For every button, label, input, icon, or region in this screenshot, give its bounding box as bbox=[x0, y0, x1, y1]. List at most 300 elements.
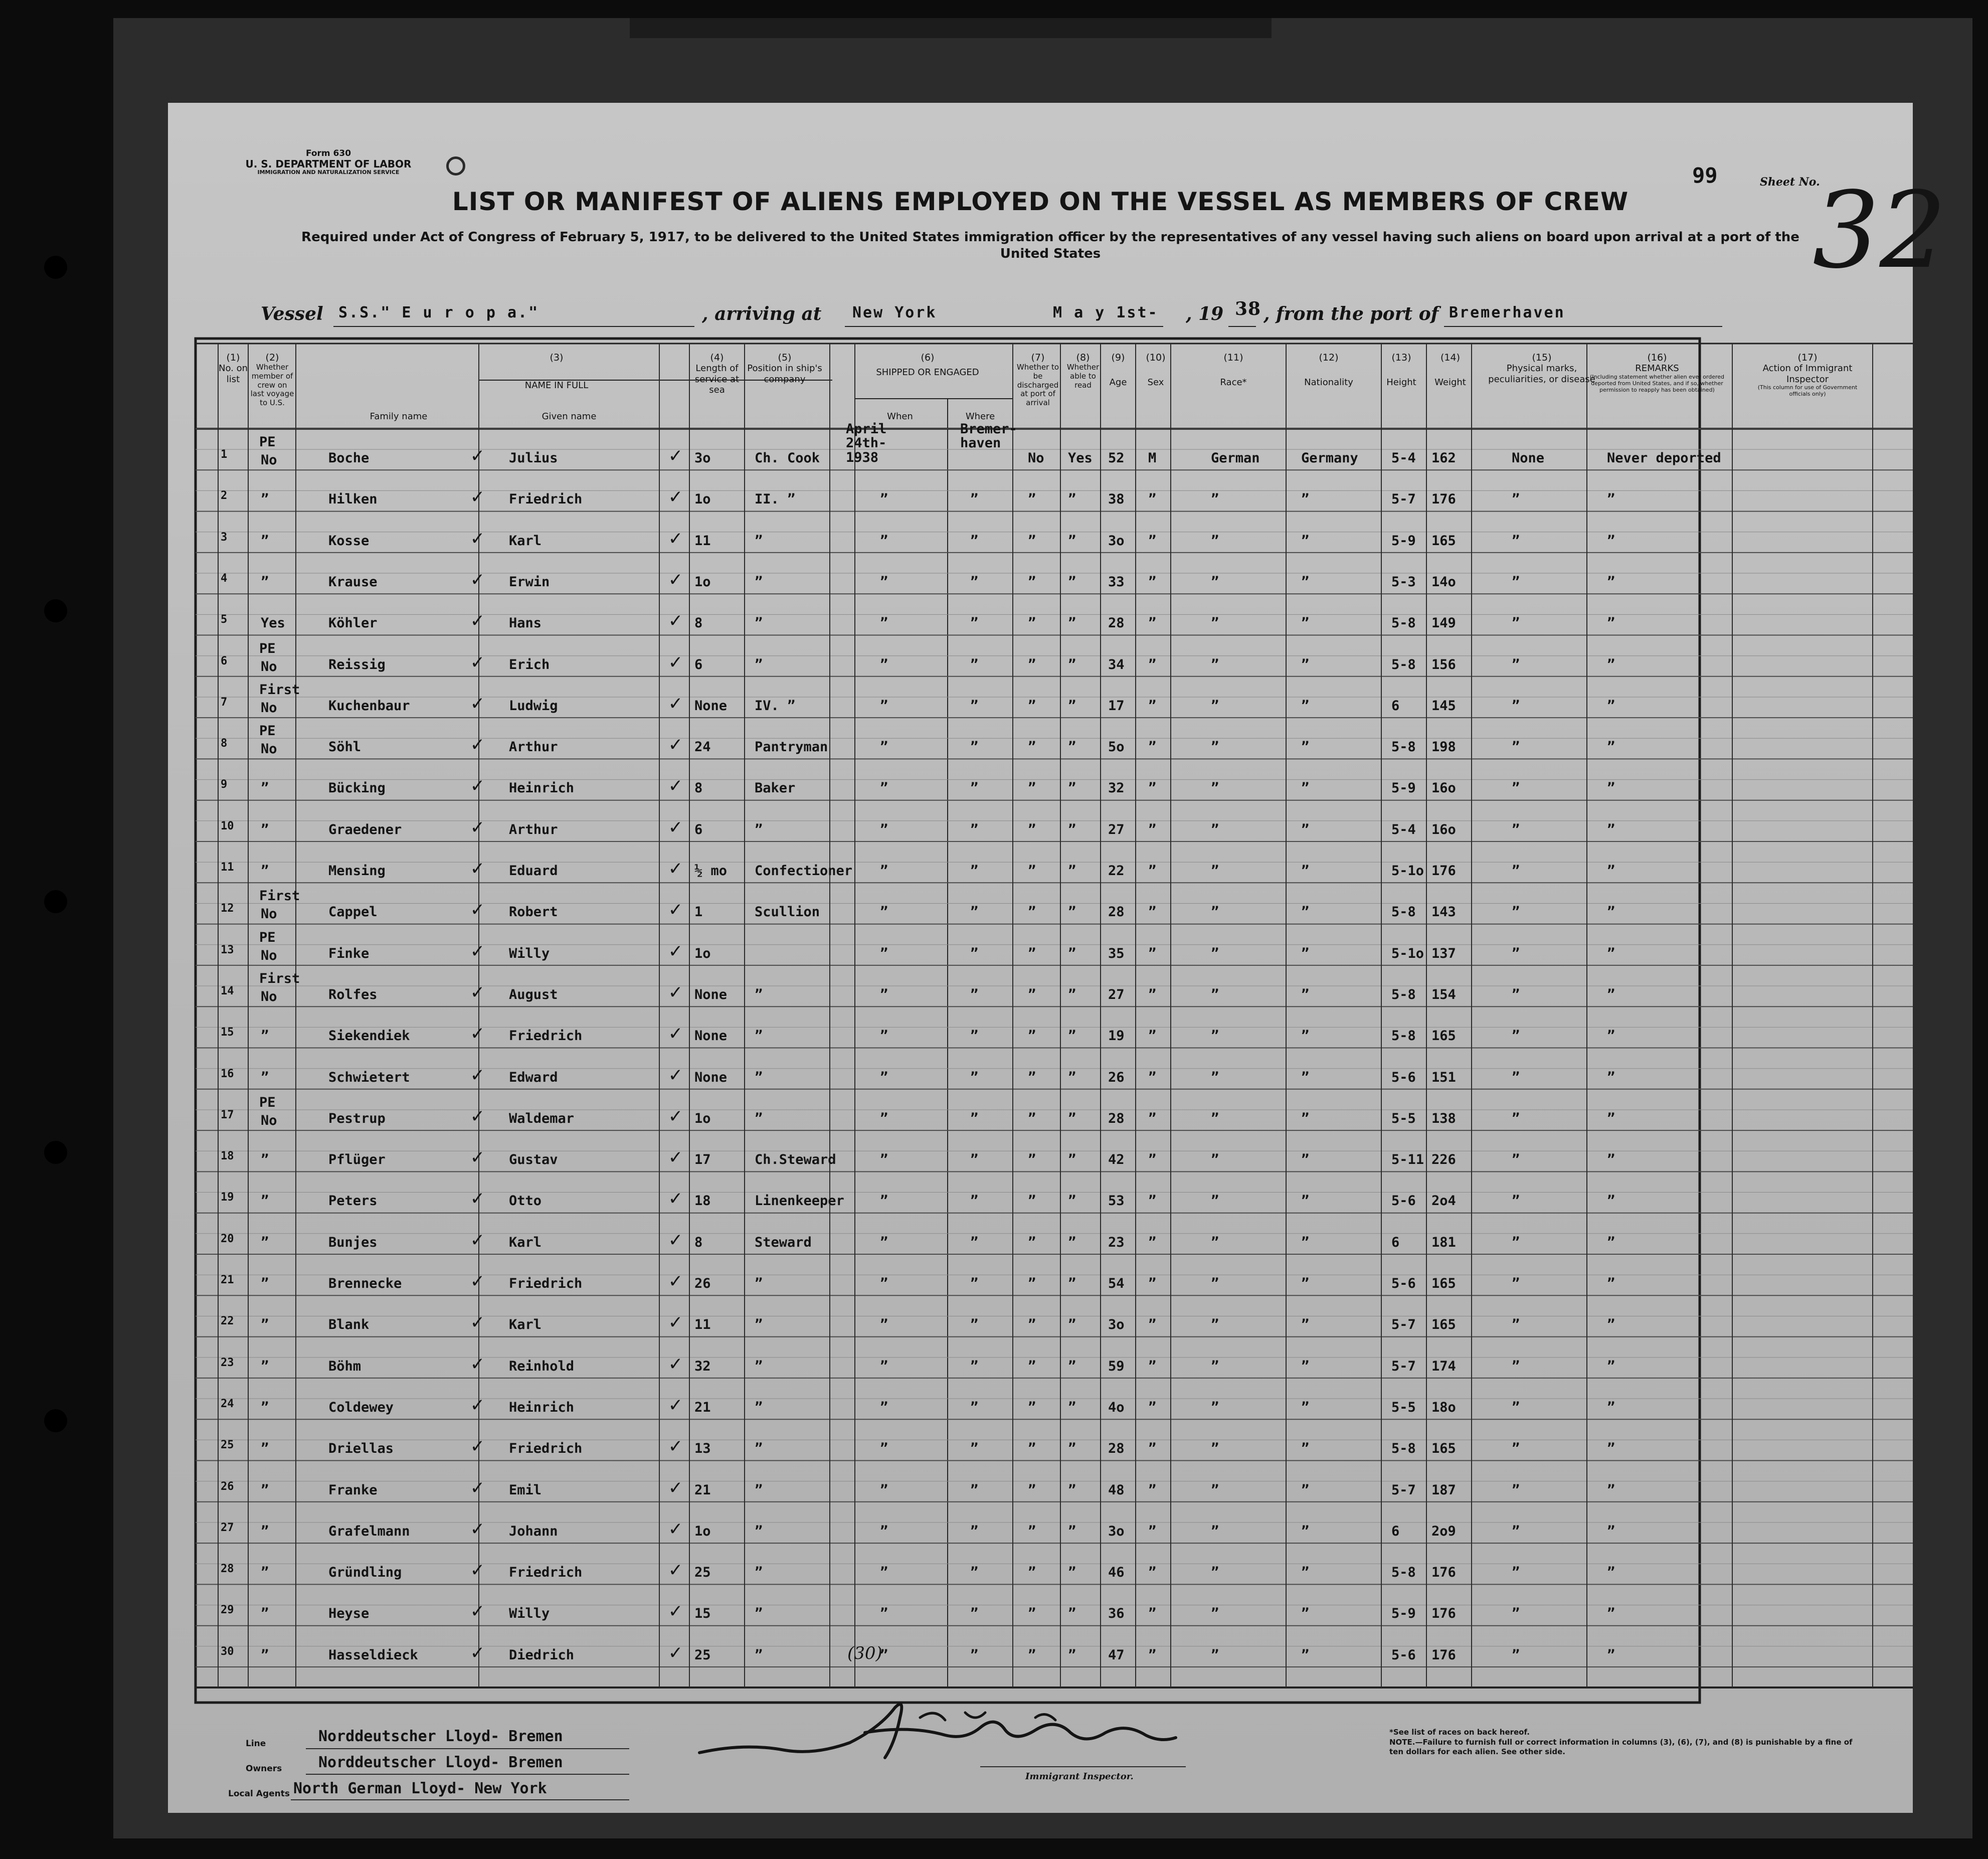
service-check-icon: ✓ bbox=[669, 444, 682, 467]
discharged: ” bbox=[1028, 1317, 1036, 1333]
given-check-icon: ✓ bbox=[471, 815, 484, 838]
age: 3o bbox=[1108, 533, 1125, 549]
given-name: Otto bbox=[509, 1193, 542, 1209]
crew-last-voyage: ” bbox=[261, 1647, 269, 1663]
able-to-read: ” bbox=[1068, 1482, 1076, 1498]
race: ” bbox=[1211, 780, 1219, 796]
header-sex: (10) Sex bbox=[1146, 352, 1166, 388]
physical-marks: ” bbox=[1512, 1028, 1520, 1044]
header-discharged: (7) Whether to be discharged at port of arrival bbox=[1016, 352, 1059, 408]
crew-last-voyage: ” bbox=[261, 1028, 269, 1044]
shipped-where: ” bbox=[970, 1152, 979, 1168]
given-name: Willy bbox=[509, 945, 550, 961]
sex: ” bbox=[1148, 1523, 1157, 1539]
weight: 165 bbox=[1431, 1317, 1456, 1333]
discharged: ” bbox=[1028, 1110, 1036, 1126]
family-name: Böhm bbox=[328, 1358, 362, 1374]
sex: ” bbox=[1148, 1276, 1157, 1291]
length-of-service: 17 bbox=[694, 1152, 711, 1168]
remarks: ” bbox=[1607, 1441, 1615, 1457]
arriving-label: , arriving at bbox=[702, 303, 822, 324]
service-check-icon: ✓ bbox=[669, 567, 682, 591]
discharged: ” bbox=[1028, 739, 1036, 755]
able-to-read: ” bbox=[1068, 491, 1076, 508]
physical-marks: ” bbox=[1512, 1399, 1520, 1415]
shipped-where: ” bbox=[970, 1606, 979, 1622]
service-check-icon: ✓ bbox=[669, 980, 682, 1003]
height: 5-9 bbox=[1391, 533, 1416, 549]
weight: 154 bbox=[1431, 986, 1456, 1002]
height: 5-1o bbox=[1391, 863, 1424, 879]
shipped-where: ” bbox=[970, 574, 979, 590]
position: Ch. Cook bbox=[755, 450, 820, 466]
race: ” bbox=[1211, 1193, 1219, 1209]
header-when: When bbox=[887, 411, 913, 422]
nationality: ” bbox=[1301, 821, 1310, 837]
given-check-icon: ✓ bbox=[471, 691, 484, 715]
service-check-icon: ✓ bbox=[669, 485, 682, 509]
discharged: ” bbox=[1028, 1482, 1036, 1498]
sex: ” bbox=[1148, 1358, 1157, 1374]
discharged: ” bbox=[1028, 986, 1036, 1002]
nationality: ” bbox=[1301, 1647, 1310, 1663]
height: 6 bbox=[1391, 698, 1400, 714]
shipped-where: ” bbox=[970, 1523, 979, 1539]
nationality: ” bbox=[1301, 491, 1310, 508]
crew-last-voyage: ” bbox=[261, 780, 269, 796]
race: ” bbox=[1211, 986, 1219, 1002]
sex: ” bbox=[1148, 1234, 1157, 1250]
sex: ” bbox=[1148, 1317, 1157, 1333]
physical-marks: ” bbox=[1512, 574, 1520, 590]
position: ” bbox=[755, 1523, 763, 1539]
remarks: ” bbox=[1607, 1276, 1615, 1291]
shipped-where: ” bbox=[970, 1482, 979, 1498]
given-name: Robert bbox=[509, 904, 558, 920]
race: ” bbox=[1211, 821, 1219, 837]
given-name: Johann bbox=[509, 1523, 558, 1539]
able-to-read: ” bbox=[1068, 780, 1076, 796]
physical-marks: ” bbox=[1512, 739, 1520, 755]
weight: 198 bbox=[1431, 739, 1456, 755]
given-check-icon: ✓ bbox=[471, 1187, 484, 1210]
service-check-icon: ✓ bbox=[669, 691, 682, 715]
nationality: ” bbox=[1301, 615, 1310, 631]
position: Ch.Steward bbox=[755, 1152, 836, 1168]
shipped-where: ” bbox=[970, 945, 979, 961]
shipped-when: ” bbox=[880, 1399, 888, 1415]
race: ” bbox=[1211, 1234, 1219, 1250]
service-check-icon: ✓ bbox=[669, 857, 682, 880]
service-check-icon: ✓ bbox=[669, 1228, 682, 1251]
arrival-port: New York bbox=[852, 304, 937, 321]
given-check-icon: ✓ bbox=[471, 1640, 484, 1664]
family-name: Siekendiek bbox=[328, 1028, 410, 1044]
sex: ” bbox=[1148, 698, 1157, 714]
crew-last-voyage: No bbox=[261, 906, 277, 922]
weight: 145 bbox=[1431, 698, 1456, 714]
header-race: (11) Race* bbox=[1220, 352, 1247, 388]
given-name: Heinrich bbox=[509, 1399, 575, 1415]
crew-last-voyage: ” bbox=[261, 1193, 269, 1209]
given-check-icon: ✓ bbox=[471, 444, 484, 467]
shipped-where: ” bbox=[970, 1441, 979, 1457]
physical-marks: None bbox=[1512, 450, 1545, 466]
nationality: Germany bbox=[1301, 450, 1358, 466]
remarks: ” bbox=[1607, 863, 1615, 879]
weight: 181 bbox=[1431, 1234, 1456, 1250]
discharged: ” bbox=[1028, 1523, 1036, 1539]
physical-marks: ” bbox=[1512, 1317, 1520, 1333]
shipped-when: ” bbox=[880, 821, 888, 837]
remarks: ” bbox=[1607, 739, 1615, 755]
position: ” bbox=[755, 1399, 763, 1415]
family-name: Köhler bbox=[328, 615, 378, 631]
shipped-where: ” bbox=[970, 1276, 979, 1291]
weight: 165 bbox=[1431, 1441, 1456, 1457]
service-check-icon: ✓ bbox=[669, 1104, 682, 1127]
header-weight: (14) Weight bbox=[1434, 352, 1466, 388]
position: ” bbox=[755, 656, 763, 672]
remarks: ” bbox=[1607, 574, 1615, 590]
underline-set bbox=[168, 103, 1913, 1813]
height: 5-5 bbox=[1391, 1110, 1416, 1126]
weight: 176 bbox=[1431, 1606, 1456, 1622]
shipped-when: ” bbox=[880, 1193, 888, 1209]
sex: ” bbox=[1148, 945, 1157, 961]
discharged: ” bbox=[1028, 1441, 1036, 1457]
age: 48 bbox=[1108, 1482, 1125, 1498]
remarks: ” bbox=[1607, 1193, 1615, 1209]
crew-last-voyage-top: First bbox=[259, 970, 300, 986]
shipped-when: ” bbox=[880, 1482, 888, 1498]
family-name: Söhl bbox=[328, 739, 362, 755]
remarks: ” bbox=[1607, 1317, 1615, 1333]
crew-last-voyage: ” bbox=[261, 1565, 269, 1581]
service-check-icon: ✓ bbox=[669, 815, 682, 838]
remarks: ” bbox=[1607, 1647, 1615, 1663]
shipped-when: ” bbox=[880, 739, 888, 755]
weight: 165 bbox=[1431, 1276, 1456, 1291]
physical-marks: ” bbox=[1512, 1606, 1520, 1622]
sex: ” bbox=[1148, 1441, 1157, 1457]
crew-last-voyage: No bbox=[261, 658, 277, 674]
crew-last-voyage-top: PE bbox=[259, 640, 276, 656]
shipped-where: ” bbox=[970, 615, 979, 631]
remarks: ” bbox=[1607, 780, 1615, 796]
age: 28 bbox=[1108, 615, 1125, 631]
nationality: ” bbox=[1301, 904, 1310, 920]
race: ” bbox=[1211, 1110, 1219, 1126]
age: 3o bbox=[1108, 1317, 1125, 1333]
discharged: ” bbox=[1028, 1276, 1036, 1291]
year-prefix: , 19 bbox=[1186, 303, 1224, 324]
nationality: ” bbox=[1301, 1152, 1310, 1168]
given-name: Ludwig bbox=[509, 698, 558, 714]
height: 5-7 bbox=[1391, 491, 1416, 508]
arrival-date: M a y 1st- bbox=[1053, 304, 1159, 321]
sex: ” bbox=[1148, 1028, 1157, 1044]
given-check-icon: ✓ bbox=[471, 1269, 484, 1292]
shipped-when: ” bbox=[880, 1276, 888, 1291]
punch-hole bbox=[44, 1409, 67, 1432]
physical-marks: ” bbox=[1512, 1069, 1520, 1085]
shipped-when: ” bbox=[880, 863, 888, 879]
departure-port: Bremerhaven bbox=[1449, 304, 1565, 321]
row-number: 1 bbox=[221, 448, 228, 461]
height: 5-8 bbox=[1391, 739, 1416, 755]
discharged: No bbox=[1028, 450, 1044, 466]
height: 5-6 bbox=[1391, 1276, 1416, 1291]
crew-last-voyage: ” bbox=[261, 1152, 269, 1168]
shipped-when: ” bbox=[880, 656, 888, 672]
shipped-where: ” bbox=[970, 986, 979, 1002]
remarks: ” bbox=[1607, 656, 1615, 672]
shipped-where: ” bbox=[970, 780, 979, 796]
physical-marks: ” bbox=[1512, 821, 1520, 837]
penalty-note: NOTE.—Failure to furnish full or correct information in columns (3), (6), (7), and (8) is punishable by a fine of ten dollars for each alien. See other side. bbox=[1389, 1737, 1853, 1756]
physical-marks: ” bbox=[1512, 986, 1520, 1002]
able-to-read: Yes bbox=[1068, 450, 1093, 466]
sex: ” bbox=[1148, 656, 1157, 672]
nationality: ” bbox=[1301, 533, 1310, 549]
row-number: 4 bbox=[221, 572, 228, 585]
position: ” bbox=[755, 1358, 763, 1374]
height: 6 bbox=[1391, 1234, 1400, 1250]
weight: 165 bbox=[1431, 533, 1456, 549]
family-name: Kosse bbox=[328, 533, 370, 549]
header-family-name: Family name bbox=[370, 411, 428, 422]
service-check-icon: ✓ bbox=[669, 1516, 682, 1540]
age: 54 bbox=[1108, 1276, 1125, 1291]
service-check-icon: ✓ bbox=[669, 1558, 682, 1582]
given-name: Arthur bbox=[509, 739, 558, 755]
given-name: Karl bbox=[509, 1234, 542, 1250]
physical-marks: ” bbox=[1512, 1110, 1520, 1126]
age: 35 bbox=[1108, 945, 1125, 961]
header-crew-last-voyage: (2) Whether member of crew on last voyage to U.S. bbox=[250, 352, 294, 408]
weight: 174 bbox=[1431, 1358, 1456, 1374]
punch-hole bbox=[44, 599, 67, 622]
nationality: ” bbox=[1301, 863, 1310, 879]
crew-last-voyage: No bbox=[261, 700, 277, 716]
header-given-name: Given name bbox=[541, 411, 597, 422]
given-name: Diedrich bbox=[509, 1647, 575, 1663]
age: 17 bbox=[1108, 698, 1125, 714]
service-check-icon: ✓ bbox=[669, 1393, 682, 1416]
position: ” bbox=[755, 821, 763, 837]
row-number: 8 bbox=[221, 737, 228, 750]
height: 5-8 bbox=[1391, 1441, 1416, 1457]
physical-marks: ” bbox=[1512, 863, 1520, 879]
able-to-read: ” bbox=[1068, 904, 1076, 920]
length-of-service: 1o bbox=[694, 1523, 711, 1539]
age: 33 bbox=[1108, 574, 1125, 590]
row-number: 9 bbox=[221, 778, 228, 791]
sex: ” bbox=[1148, 1565, 1157, 1581]
row-number: 21 bbox=[221, 1274, 234, 1286]
length-of-service: 24 bbox=[694, 739, 711, 755]
shipped-when: ” bbox=[880, 1110, 888, 1126]
weight: 16o bbox=[1431, 780, 1456, 796]
row-number: 15 bbox=[221, 1026, 234, 1039]
able-to-read: ” bbox=[1068, 533, 1076, 549]
nationality: ” bbox=[1301, 1317, 1310, 1333]
row-number: 17 bbox=[221, 1108, 234, 1121]
family-name: Cappel bbox=[328, 904, 378, 920]
discharged: ” bbox=[1028, 780, 1036, 796]
physical-marks: ” bbox=[1512, 1234, 1520, 1250]
crew-last-voyage: ” bbox=[261, 821, 269, 837]
age: 28 bbox=[1108, 904, 1125, 920]
row-number: 6 bbox=[221, 654, 228, 667]
sex: ” bbox=[1148, 1069, 1157, 1085]
length-of-service: 11 bbox=[694, 533, 711, 549]
family-name: Krause bbox=[328, 574, 378, 590]
position: ” bbox=[755, 1565, 763, 1581]
nationality: ” bbox=[1301, 1276, 1310, 1291]
row-number: 20 bbox=[221, 1232, 234, 1245]
shipped-when: ” bbox=[880, 698, 888, 714]
able-to-read: ” bbox=[1068, 821, 1076, 837]
height: 5-4 bbox=[1391, 450, 1416, 466]
weight: 138 bbox=[1431, 1110, 1456, 1126]
height: 5-8 bbox=[1391, 986, 1416, 1002]
crew-last-voyage: ” bbox=[261, 1069, 269, 1085]
header-where: Where bbox=[965, 411, 995, 422]
remarks: ” bbox=[1607, 945, 1615, 961]
crew-last-voyage-top: PE bbox=[259, 929, 276, 945]
length-of-service: None bbox=[694, 1028, 728, 1044]
discharged: ” bbox=[1028, 1234, 1036, 1250]
given-name: Friedrich bbox=[509, 1441, 583, 1457]
given-name: Friedrich bbox=[509, 1276, 583, 1291]
age: 34 bbox=[1108, 656, 1125, 672]
nationality: ” bbox=[1301, 945, 1310, 961]
length-of-service: None bbox=[694, 986, 728, 1002]
remarks: ” bbox=[1607, 533, 1615, 549]
length-of-service: 8 bbox=[694, 780, 703, 796]
weight: 18o bbox=[1431, 1399, 1456, 1415]
total-count: (30) bbox=[847, 1643, 882, 1663]
able-to-read: ” bbox=[1068, 1152, 1076, 1168]
shipped-when: ” bbox=[880, 1441, 888, 1457]
physical-marks: ” bbox=[1512, 491, 1520, 508]
sex: ” bbox=[1148, 491, 1157, 508]
race: ” bbox=[1211, 1647, 1219, 1663]
row-number: 29 bbox=[221, 1604, 234, 1617]
remarks: ” bbox=[1607, 1152, 1615, 1168]
given-check-icon: ✓ bbox=[471, 567, 484, 591]
shipped-where: Bremer- haven bbox=[960, 421, 1017, 451]
sex: ” bbox=[1148, 1152, 1157, 1168]
shipped-where: ” bbox=[970, 821, 979, 837]
service-check-icon: ✓ bbox=[669, 1310, 682, 1334]
given-name: Waldemar bbox=[509, 1110, 575, 1126]
given-check-icon: ✓ bbox=[471, 1022, 484, 1045]
physical-marks: ” bbox=[1512, 615, 1520, 631]
physical-marks: ” bbox=[1512, 1523, 1520, 1539]
header-length-of-service: (4) Length of service at sea bbox=[694, 352, 740, 395]
document-subtitle: Required under Act of Congress of February 5, 1917, to be delivered to the United States immigration officer by the representatives of any vessel having such aliens on board upon arrival at a port of the United States bbox=[301, 230, 1799, 262]
able-to-read: ” bbox=[1068, 1647, 1076, 1663]
given-check-icon: ✓ bbox=[471, 1599, 484, 1623]
shipped-when: ” bbox=[880, 1069, 888, 1085]
crew-last-voyage: No bbox=[261, 741, 277, 757]
height: 5-8 bbox=[1391, 656, 1416, 672]
row-number: 22 bbox=[221, 1315, 234, 1328]
given-name: Gustav bbox=[509, 1152, 558, 1168]
able-to-read: ” bbox=[1068, 574, 1076, 590]
family-name: Driellas bbox=[328, 1441, 394, 1457]
nationality: ” bbox=[1301, 1606, 1310, 1622]
length-of-service: 25 bbox=[694, 1647, 711, 1663]
owners-value: Norddeutscher Lloyd- Bremen bbox=[318, 1754, 563, 1771]
nationality: ” bbox=[1301, 1565, 1310, 1581]
shipped-where: ” bbox=[970, 698, 979, 714]
given-name: Karl bbox=[509, 533, 542, 549]
length-of-service: 21 bbox=[694, 1399, 711, 1415]
shipped-when: ” bbox=[880, 574, 888, 590]
owners-label: Owners bbox=[246, 1764, 282, 1774]
family-name: Grafelmann bbox=[328, 1523, 410, 1539]
crew-last-voyage: ” bbox=[261, 1482, 269, 1498]
vessel-label: Vessel bbox=[261, 303, 323, 324]
able-to-read: ” bbox=[1068, 615, 1076, 631]
shipped-where: ” bbox=[970, 863, 979, 879]
service-check-icon: ✓ bbox=[669, 1434, 682, 1458]
height: 5-8 bbox=[1391, 904, 1416, 920]
length-of-service: 6 bbox=[694, 656, 703, 672]
crew-last-voyage: Yes bbox=[261, 615, 285, 631]
punch-hole bbox=[44, 1141, 67, 1164]
crew-last-voyage-top: PE bbox=[259, 723, 276, 739]
given-check-icon: ✓ bbox=[471, 1475, 484, 1499]
given-name: Edward bbox=[509, 1069, 558, 1085]
height: 5-6 bbox=[1391, 1069, 1416, 1085]
service-check-icon: ✓ bbox=[669, 1640, 682, 1664]
race: ” bbox=[1211, 533, 1219, 549]
crew-last-voyage: ” bbox=[261, 1399, 269, 1415]
agents-value: North German Lloyd- New York bbox=[293, 1780, 547, 1797]
race: ” bbox=[1211, 1523, 1219, 1539]
length-of-service: 21 bbox=[694, 1482, 711, 1498]
weight: 14o bbox=[1431, 574, 1456, 590]
nationality: ” bbox=[1301, 739, 1310, 755]
position: ” bbox=[755, 574, 763, 590]
arrival-year: 38 bbox=[1235, 298, 1261, 319]
discharged: ” bbox=[1028, 1069, 1036, 1085]
physical-marks: ” bbox=[1512, 656, 1520, 672]
position: ” bbox=[755, 1647, 763, 1663]
nationality: ” bbox=[1301, 1234, 1310, 1250]
crew-last-voyage: No bbox=[261, 1112, 277, 1128]
crew-last-voyage: ” bbox=[261, 574, 269, 590]
family-name: Bücking bbox=[328, 780, 386, 796]
service-check-icon: ✓ bbox=[669, 1475, 682, 1499]
row-number: 16 bbox=[221, 1067, 234, 1080]
frame-clip bbox=[630, 18, 1272, 38]
able-to-read: ” bbox=[1068, 1193, 1076, 1209]
remarks: ” bbox=[1607, 1234, 1615, 1250]
shipped-where: ” bbox=[970, 1399, 979, 1415]
age: 28 bbox=[1108, 1110, 1125, 1126]
shipped-where: ” bbox=[970, 656, 979, 672]
family-name: Hasseldieck bbox=[328, 1647, 418, 1663]
shipped-where: ” bbox=[970, 1110, 979, 1126]
row-number: 5 bbox=[221, 613, 228, 626]
position: Pantryman bbox=[755, 739, 828, 755]
